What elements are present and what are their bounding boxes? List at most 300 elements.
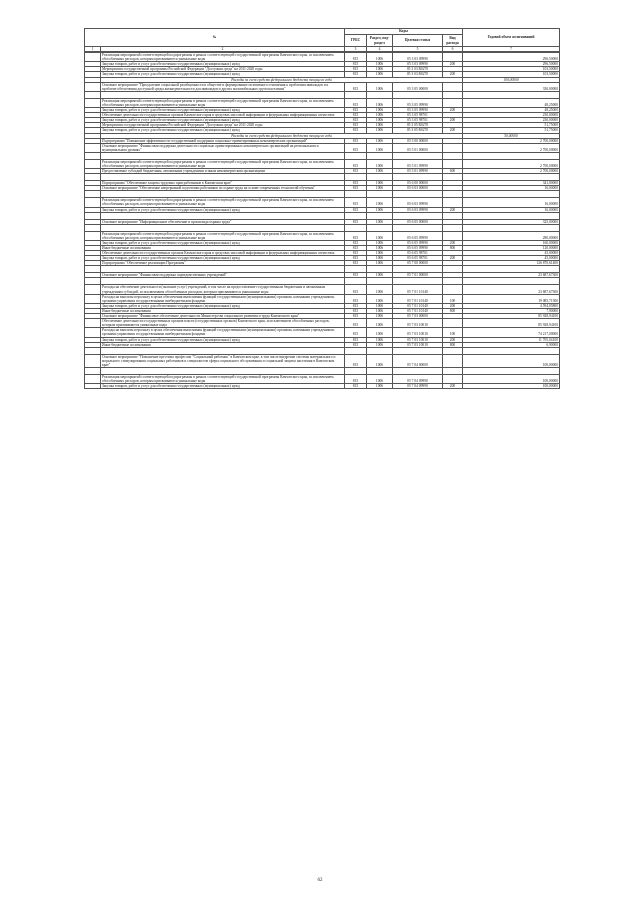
expense-name-cell: Обеспечение деятельности государственных органов Камчатского края в средствах массовой информации и федеральных информационных агентствах bbox=[101, 251, 345, 256]
row-number-cell bbox=[85, 53, 101, 62]
section-code-cell: 1006 bbox=[367, 108, 393, 113]
section-code-cell: 1006 bbox=[367, 118, 393, 123]
amount-cell: 85 928,94100 bbox=[463, 319, 560, 328]
target-article-cell: 05 3 05 00000 bbox=[393, 82, 443, 91]
target-article-cell: 05 6 00 00000 bbox=[393, 181, 443, 186]
expense-type-cell: 100 bbox=[443, 294, 463, 303]
empty-cell bbox=[463, 174, 560, 181]
expense-name-cell: Реализация мероприятий соответствующей подпрограммы в рамках соответствующей государственной программы Камчатского края, за исключением обособленных расходов, которым присваиваются уникальные коды bbox=[101, 231, 345, 240]
spacer-row bbox=[85, 347, 560, 354]
empty-cell bbox=[443, 174, 463, 181]
section-code-cell: 1006 bbox=[367, 294, 393, 303]
empty-cell bbox=[101, 212, 345, 219]
expense-type-cell bbox=[443, 98, 463, 107]
grbs-code-cell: 815 bbox=[345, 303, 367, 308]
section-code-cell: 1006 bbox=[367, 354, 393, 367]
target-article-cell: 05 3 05 R0270 bbox=[393, 128, 443, 133]
target-article-cell: 05 6 05 09990 bbox=[393, 240, 443, 245]
target-article-cell: 05 7 04 09990 bbox=[393, 374, 443, 383]
empty-cell bbox=[85, 91, 101, 98]
expense-name-cell: Подпрограмма "Повышение эффективности государственной поддержки социально-ориентированных некоммерческих организаций" bbox=[101, 138, 345, 143]
amount-cell: 296,50000 bbox=[463, 62, 560, 67]
grbs-code-cell: 815 bbox=[345, 231, 367, 240]
empty-cell bbox=[463, 266, 560, 273]
target-article-cell: 05 6 05 09990 bbox=[393, 246, 443, 251]
grbs-code-cell: 815 bbox=[345, 354, 367, 367]
row-number-cell bbox=[85, 143, 101, 152]
empty-cell bbox=[367, 266, 393, 273]
expense-type-cell bbox=[443, 198, 463, 207]
empty-cell bbox=[85, 367, 101, 374]
amount-cell: 126 870,61400 bbox=[463, 261, 560, 266]
expense-type-cell: 200 bbox=[443, 240, 463, 245]
amount-cell: 45,00000 bbox=[463, 251, 560, 256]
empty-cell bbox=[443, 266, 463, 273]
expense-type-cell: 200 bbox=[443, 384, 463, 389]
section-code-cell: 1006 bbox=[367, 98, 393, 107]
section-code-cell: 1006 bbox=[367, 328, 393, 337]
expense-name-cell: Закупка товаров, работ и услуг для обеспечения государственных (муниципальных) нужд bbox=[101, 303, 345, 308]
expense-name-cell: Основное мероприятие "Обеспечение непрерывной подготовки работников по охране труда на основе современных технологий обучения" bbox=[101, 186, 345, 191]
row-number-cell bbox=[85, 98, 101, 107]
section-code-cell: 1006 bbox=[367, 314, 393, 319]
section-code-cell: 1006 bbox=[367, 143, 393, 152]
amount-cell: 2 700,00000 bbox=[463, 143, 560, 152]
grbs-code-cell: 815 bbox=[345, 198, 367, 207]
expense-type-cell: 100 bbox=[443, 328, 463, 337]
section-code-cell: 1006 bbox=[367, 198, 393, 207]
empty-cell bbox=[393, 191, 443, 198]
table-row bbox=[85, 53, 560, 62]
amount-cell: 50,00000 bbox=[463, 133, 560, 138]
table-row bbox=[85, 143, 560, 152]
expense-name-cell: Закупка товаров, работ и услуг для обеспечения государственных (муниципальных) нужд bbox=[101, 118, 345, 123]
grbs-code-cell: 815 bbox=[345, 169, 367, 174]
empty-cell bbox=[463, 191, 560, 198]
expense-name-cell: Обеспечение деятельности государственных органов Камчатского края в средствах массовой информации и федеральных информационных агентствах bbox=[101, 113, 345, 118]
grbs-code-cell: 815 bbox=[345, 256, 367, 261]
grbs-code-cell: 815 bbox=[345, 159, 367, 168]
target-article-cell: 05 5 01 09990 bbox=[393, 169, 443, 174]
empty-cell bbox=[463, 152, 560, 159]
empty-cell bbox=[85, 278, 101, 285]
expense-type-cell bbox=[443, 53, 463, 62]
section-code-cell: 1006 bbox=[367, 285, 393, 294]
expense-name-cell: Иные бюджетные ассигнования bbox=[101, 246, 345, 251]
expense-type-cell bbox=[443, 159, 463, 168]
amount-cell: 7,90000 bbox=[463, 308, 560, 313]
expense-type-cell: 200 bbox=[443, 62, 463, 67]
table-row bbox=[85, 82, 560, 91]
expense-name-cell: Реализация мероприятий соответствующей подпрограммы в рамках соответствующей государственной программы Камчатского края, за исключением обособленных расходов, которым присваиваются уникальные коды bbox=[101, 198, 345, 207]
empty-cell bbox=[443, 278, 463, 285]
target-article-cell: 05 7 01 00000 bbox=[393, 273, 443, 278]
expense-name-cell: Закупка товаров, работ и услуг для обеспечения государственных (муниципальных) нужд bbox=[101, 108, 345, 113]
target-article-cell: 05 5 01 09990 bbox=[393, 159, 443, 168]
target-article-cell: 05 6 05 98701 bbox=[393, 256, 443, 261]
amount-cell: 296,50000 bbox=[463, 53, 560, 62]
amount-cell: 2 700,00000 bbox=[463, 159, 560, 168]
target-article-cell: 05 7 03 10010 bbox=[393, 319, 443, 328]
amount-cell: 2 700,00000 bbox=[463, 169, 560, 174]
empty-cell bbox=[101, 266, 345, 273]
empty-cell bbox=[101, 367, 345, 374]
row-number-cell bbox=[85, 82, 101, 91]
empty-cell bbox=[393, 367, 443, 374]
header-section: Раздел, под-раздел bbox=[367, 35, 393, 47]
empty-cell bbox=[101, 224, 345, 231]
empty-cell bbox=[345, 212, 367, 219]
table-header bbox=[85, 29, 560, 52]
row-number-cell bbox=[85, 231, 101, 240]
grbs-code-cell: 815 bbox=[345, 294, 367, 303]
row-number-cell bbox=[85, 354, 101, 367]
target-article-cell: 05 5 01 00000 bbox=[393, 143, 443, 152]
section-code-cell: 1006 bbox=[367, 113, 393, 118]
grbs-code-cell: 815 bbox=[345, 337, 367, 342]
expense-name-cell: Закупка товаров, работ и услуг для обеспечения государственных (муниципальных) нужд bbox=[101, 128, 345, 133]
expense-type-cell: 600 bbox=[443, 169, 463, 174]
section-code-cell: 1006 bbox=[367, 62, 393, 67]
expense-name-cell: Предоставление субсидий бюджетным, автономным учреждениям и иным некоммерческим организациям bbox=[101, 169, 345, 174]
target-article-cell: 05 7 01 10140 bbox=[393, 294, 443, 303]
row-number-cell bbox=[85, 198, 101, 207]
amount-cell: 6,90000 bbox=[463, 342, 560, 347]
expense-type-cell bbox=[443, 143, 463, 152]
spacer-row bbox=[85, 191, 560, 198]
empty-cell bbox=[101, 174, 345, 181]
expense-type-cell bbox=[443, 231, 463, 240]
header-target-article: Целевая статья bbox=[393, 35, 443, 47]
amount-cell: 100,00000 bbox=[463, 354, 560, 367]
expense-type-cell: 800 bbox=[443, 342, 463, 347]
expense-name-cell: Расходы на обеспечение деятельности (оказание услуг) учреждений, в том числе на предоставление государственным бюджетным и автономным учреждениям субсидий, за исключением обособленных расходов, которым присваиваются уникальные коды bbox=[101, 285, 345, 294]
target-article-cell: 05 3 03 R0270 bbox=[393, 67, 443, 72]
grbs-code-cell: 815 bbox=[345, 261, 367, 266]
table-row bbox=[85, 294, 560, 303]
target-article-cell: 05 3 05 09990 bbox=[393, 98, 443, 107]
empty-cell bbox=[443, 91, 463, 98]
section-code-cell: 1006 bbox=[367, 53, 393, 62]
section-code-cell: 1006 bbox=[367, 138, 393, 143]
section-code-cell: 1006 bbox=[367, 308, 393, 313]
amount-cell: 230,00000 bbox=[463, 113, 560, 118]
amount-cell: 48,25000 bbox=[463, 98, 560, 107]
expense-name-cell: Закупка товаров, работ и услуг для обеспечения государственных (муниципальных) нужд bbox=[101, 72, 345, 77]
empty-cell bbox=[393, 224, 443, 231]
target-article-cell: 05 3 03 09990 bbox=[393, 53, 443, 62]
expense-name-cell: Основное мероприятие "Финансовое обеспечение деятельности Министерства социального развития и труда Камчатского края" bbox=[101, 314, 345, 319]
table-row bbox=[85, 231, 560, 240]
empty-cell bbox=[345, 224, 367, 231]
section-code-cell: 1006 bbox=[367, 303, 393, 308]
empty-cell bbox=[463, 224, 560, 231]
section-code-cell: 1006 bbox=[367, 67, 393, 72]
grbs-code-cell: 815 bbox=[345, 246, 367, 251]
empty-cell bbox=[345, 191, 367, 198]
expense-name-cell: Реализация мероприятий соответствующей подпрограммы в рамках соответствующей государственной программы Камчатского края, за исключением обособленных расходов, которым присваиваются уникальные коды bbox=[101, 53, 345, 62]
empty-cell bbox=[393, 174, 443, 181]
expense-name-cell: Подпрограмма "Обеспечение защиты трудовых прав работников в Камчатском крае" bbox=[101, 181, 345, 186]
expense-type-cell: 200 bbox=[443, 303, 463, 308]
expense-type-cell bbox=[443, 285, 463, 294]
empty-cell bbox=[101, 278, 345, 285]
empty-cell bbox=[393, 347, 443, 354]
grbs-code-cell: 815 bbox=[345, 123, 367, 128]
amount-cell: 100,00000 bbox=[463, 384, 560, 389]
grbs-code-cell: 815 bbox=[345, 113, 367, 118]
empty-cell bbox=[367, 278, 393, 285]
expense-name-cell: Обеспечение деятельности государственных органов власти (государственных органов) Камчатского края, за исключением обособленных расходов, которым присваиваются уникальные коды bbox=[101, 319, 345, 328]
spacer-row bbox=[85, 224, 560, 231]
target-article-cell: 05 7 01 10140 bbox=[393, 308, 443, 313]
amount-cell: 4 594,05800 bbox=[463, 303, 560, 308]
empty-cell bbox=[367, 91, 393, 98]
header-annual-total: Годовой объем ассигнований bbox=[463, 29, 560, 47]
expense-name-cell: Закупка товаров, работ и услуг для обеспечения государственных (муниципальных) нужд bbox=[101, 256, 345, 261]
table-row bbox=[85, 198, 560, 207]
empty-cell bbox=[463, 212, 560, 219]
amount-cell: 16,00000 bbox=[463, 186, 560, 191]
amount-cell: 16,00000 bbox=[463, 207, 560, 212]
amount-cell: 120,00000 bbox=[463, 246, 560, 251]
expense-name-cell: Закупка товаров, работ и услуг для обеспечения государственных (муниципальных) нужд bbox=[101, 62, 345, 67]
target-article-cell: 05 6 05 98701 bbox=[393, 251, 443, 256]
amount-cell: 341,00000 bbox=[463, 181, 560, 186]
amount-cell: 330,00000 bbox=[463, 82, 560, 91]
amount-cell: 325,00000 bbox=[463, 219, 560, 224]
row-number-cell bbox=[85, 285, 101, 294]
amount-cell: 23 687,67300 bbox=[463, 273, 560, 278]
col-number: 2 bbox=[101, 47, 345, 52]
grbs-code-cell: 815 bbox=[345, 62, 367, 67]
grbs-code-cell: 815 bbox=[345, 108, 367, 113]
expense-name-cell: Мероприятия государственной программы Российской Федерации "Доступная среда" на 2011-2020 годы bbox=[101, 123, 345, 128]
target-article-cell: 05 7 03 10010 bbox=[393, 342, 443, 347]
grbs-code-cell: 815 bbox=[345, 384, 367, 389]
amount-cell: 103,50000 bbox=[463, 72, 560, 77]
table-row bbox=[85, 98, 560, 107]
section-code-cell: 1006 bbox=[367, 207, 393, 212]
empty-cell bbox=[101, 152, 345, 159]
empty-cell bbox=[393, 278, 443, 285]
section-code-cell: 1006 bbox=[367, 181, 393, 186]
section-code-cell: 1006 bbox=[367, 240, 393, 245]
target-article-cell: 05 6 05 09990 bbox=[393, 231, 443, 240]
grbs-code-cell: 815 bbox=[345, 328, 367, 337]
empty-cell bbox=[345, 91, 367, 98]
empty-cell bbox=[443, 212, 463, 219]
amount-cell: 230,00000 bbox=[463, 118, 560, 123]
empty-cell bbox=[101, 91, 345, 98]
expense-name-cell: Закупка товаров, работ и услуг для обеспечения государственных (муниципальных) нужд bbox=[101, 207, 345, 212]
expense-name-cell: Закупка товаров, работ и услуг для обеспечения государственных (муниципальных) нужд bbox=[101, 240, 345, 245]
row-number-cell bbox=[85, 374, 101, 383]
section-code-cell: 1006 bbox=[367, 251, 393, 256]
empty-cell bbox=[85, 191, 101, 198]
grbs-code-cell: 815 bbox=[345, 319, 367, 328]
expense-type-cell bbox=[443, 82, 463, 91]
section-code-cell: 1006 bbox=[367, 246, 393, 251]
empty-cell bbox=[367, 174, 393, 181]
table-body bbox=[85, 52, 560, 389]
section-code-cell: 1006 bbox=[367, 256, 393, 261]
col-number: 4 bbox=[367, 47, 393, 52]
table-row bbox=[85, 328, 560, 337]
row-number-cell bbox=[85, 159, 101, 168]
grbs-code-cell: 815 bbox=[345, 82, 367, 91]
target-article-cell: 05 5 00 00000 bbox=[393, 138, 443, 143]
amount-cell: 51,75000 bbox=[463, 123, 560, 128]
header-expense-type: Вид расхода bbox=[443, 35, 463, 47]
section-code-cell: 1006 bbox=[367, 186, 393, 191]
grbs-code-cell: 815 bbox=[345, 374, 367, 383]
col-number: 6 bbox=[443, 47, 463, 52]
expense-type-cell: 200 bbox=[443, 108, 463, 113]
grbs-code-cell: 815 bbox=[345, 72, 367, 77]
note-text: Расходы за счет средств федерального бюджета текущего года bbox=[101, 133, 463, 138]
expense-name-cell: Расходы на выплаты персоналу в целях обеспечения выполнения функций государственными (муниципальными) органами, казенными учреждениями, органами управления государственными внебюджетными фондами bbox=[101, 328, 345, 337]
empty-cell bbox=[463, 91, 560, 98]
row-number-cell bbox=[85, 384, 101, 389]
expense-name-cell: Расходы на выплаты персоналу в целях обеспечения выполнения функций государственными (муниципальными) органами, казенными учреждениями, органами управления государственными внебюджетными фондами bbox=[101, 294, 345, 303]
target-article-cell: 05 6 03 09990 bbox=[393, 207, 443, 212]
spacer-row bbox=[85, 174, 560, 181]
grbs-code-cell: 815 bbox=[345, 273, 367, 278]
grbs-code-cell: 815 bbox=[345, 285, 367, 294]
target-article-cell: 05 6 03 09990 bbox=[393, 198, 443, 207]
section-code-cell: 1006 bbox=[367, 128, 393, 133]
grbs-code-cell: 815 bbox=[345, 128, 367, 133]
section-code-cell: 1006 bbox=[367, 374, 393, 383]
empty-cell bbox=[463, 367, 560, 374]
spacer-row bbox=[85, 212, 560, 219]
expense-type-cell: 800 bbox=[443, 246, 463, 251]
grbs-code-cell: 815 bbox=[345, 138, 367, 143]
table-row bbox=[85, 374, 560, 383]
target-article-cell: 05 3 03 R0270 bbox=[393, 72, 443, 77]
section-code-cell: 1006 bbox=[367, 159, 393, 168]
section-code-cell: 1006 bbox=[367, 273, 393, 278]
expense-name-cell: Закупка товаров, работ и услуг для обеспечения государственных (муниципальных) нужд bbox=[101, 337, 345, 342]
empty-cell bbox=[367, 191, 393, 198]
empty-cell bbox=[463, 347, 560, 354]
target-article-cell: 05 6 03 00000 bbox=[393, 186, 443, 191]
empty-cell bbox=[393, 266, 443, 273]
expense-type-cell: 200 bbox=[443, 128, 463, 133]
grbs-code-cell: 815 bbox=[345, 98, 367, 107]
expense-type-cell: 200 bbox=[443, 118, 463, 123]
row-number-cell bbox=[85, 328, 101, 337]
target-article-cell: 05 3 05 98701 bbox=[393, 118, 443, 123]
budget-table bbox=[84, 28, 560, 389]
empty-cell bbox=[85, 152, 101, 159]
expense-name-cell: Реализация мероприятий соответствующей подпрограммы в рамках соответствующей государственной программы Камчатского края, за исключением обособленных расходов, которым присваиваются уникальные коды bbox=[101, 98, 345, 107]
expense-type-cell bbox=[443, 319, 463, 328]
empty-cell bbox=[443, 367, 463, 374]
note-text: Расходы за счет средств федерального бюджета текущего года bbox=[101, 77, 463, 82]
empty-cell bbox=[85, 212, 101, 219]
target-article-cell: 05 7 01 10140 bbox=[393, 303, 443, 308]
header-codes: Коды bbox=[345, 29, 463, 35]
empty-cell bbox=[443, 191, 463, 198]
table-row bbox=[85, 354, 560, 367]
target-article-cell: 05 7 04 09990 bbox=[393, 384, 443, 389]
grbs-code-cell: 815 bbox=[345, 240, 367, 245]
col-number: 3 bbox=[345, 47, 367, 52]
grbs-code-cell: 815 bbox=[345, 314, 367, 319]
header-number: № bbox=[85, 29, 345, 47]
section-code-cell: 1006 bbox=[367, 384, 393, 389]
grbs-code-cell: 815 bbox=[345, 143, 367, 152]
page-number: 62 bbox=[317, 878, 323, 883]
target-article-cell: 05 3 05 98701 bbox=[393, 113, 443, 118]
amount-cell: 2 700,00000 bbox=[463, 138, 560, 143]
amount-cell: 51,75000 bbox=[463, 128, 560, 133]
grbs-code-cell: 815 bbox=[345, 342, 367, 347]
spacer-row bbox=[85, 367, 560, 374]
section-code-cell: 1006 bbox=[367, 72, 393, 77]
target-article-cell: 05 3 05 09990 bbox=[393, 108, 443, 113]
empty-cell bbox=[345, 266, 367, 273]
empty-cell bbox=[367, 224, 393, 231]
amount-cell: 103,50000 bbox=[463, 67, 560, 72]
empty-cell bbox=[101, 191, 345, 198]
amount-cell: 280,00000 bbox=[463, 231, 560, 240]
section-code-cell: 1006 bbox=[367, 261, 393, 266]
col-number: 5 bbox=[393, 47, 443, 52]
expense-name-cell: Закупка товаров, работ и услуг для обеспечения государственных (муниципальных) нужд bbox=[101, 384, 345, 389]
expense-type-cell: 200 bbox=[443, 72, 463, 77]
empty-cell bbox=[85, 347, 101, 354]
amount-cell: 85 928,94100 bbox=[463, 314, 560, 319]
header-grbs: ГРБС bbox=[345, 35, 367, 47]
empty-cell bbox=[393, 212, 443, 219]
empty-cell bbox=[345, 152, 367, 159]
target-article-cell: 05 7 03 10010 bbox=[393, 337, 443, 342]
expense-name-cell: Иные бюджетные ассигнования bbox=[101, 342, 345, 347]
empty-cell bbox=[367, 367, 393, 374]
expense-name-cell: Подпрограмма "Обеспечение реализации Программы" bbox=[101, 261, 345, 266]
section-code-cell: 1006 bbox=[367, 169, 393, 174]
empty-cell bbox=[367, 347, 393, 354]
grbs-code-cell: 815 bbox=[345, 186, 367, 191]
grbs-code-cell: 815 bbox=[345, 308, 367, 313]
target-article-cell: 05 7 00 00000 bbox=[393, 261, 443, 266]
amount-cell: 11 705,04100 bbox=[463, 337, 560, 342]
expense-type-cell: 200 bbox=[443, 256, 463, 261]
amount-cell: 100,00000 bbox=[463, 374, 560, 383]
empty-cell bbox=[85, 174, 101, 181]
empty-cell bbox=[367, 152, 393, 159]
amount-cell: 100,00000 bbox=[463, 77, 560, 82]
target-article-cell: 05 7 01 10140 bbox=[393, 285, 443, 294]
amount-cell: 16,00000 bbox=[463, 198, 560, 207]
target-article-cell: 05 3 05 R0270 bbox=[393, 123, 443, 128]
amount-cell: 23 687,67300 bbox=[463, 285, 560, 294]
target-article-cell: 05 7 04 00000 bbox=[393, 354, 443, 367]
empty-cell bbox=[463, 278, 560, 285]
section-code-cell: 1006 bbox=[367, 231, 393, 240]
col-number: 7 bbox=[463, 47, 560, 52]
grbs-code-cell: 815 bbox=[345, 251, 367, 256]
empty-cell bbox=[85, 266, 101, 273]
empty-cell bbox=[345, 278, 367, 285]
spacer-row bbox=[85, 278, 560, 285]
empty-cell bbox=[443, 152, 463, 159]
empty-cell bbox=[101, 347, 345, 354]
section-code-cell: 1006 bbox=[367, 123, 393, 128]
